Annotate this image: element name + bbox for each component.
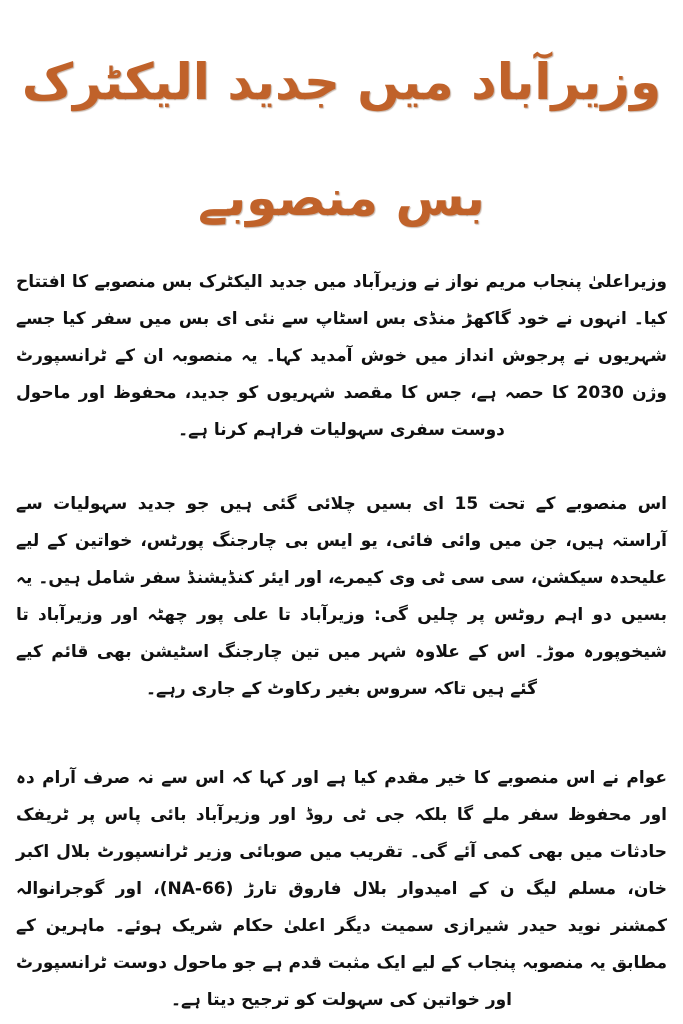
article-title-line-2: بس منصوبے xyxy=(198,169,485,227)
article-title-line-1: وزیرآباد میں جدید الیکٹرک xyxy=(21,53,662,111)
paragraph-public-response: عوام نے اس منصوبے کا خیر مقدم کیا ہے اور کہا کہ اس سے نہ صرف آرام دہ اور محفوظ سفر ملے گا بلکہ جی ٹی روڈ اور وزیرآباد بائی پاس پر ٹریفک حادثات میں بھی کمی آئے گی۔ تقریب میں صوبائی وزیر ٹرانسپورٹ بلال اکبر خان، مسلم لیگ ن کے امیدوار بلال فاروق تارڑ (NA-66)، اور گوجرانوالہ کمشنر نوید حیدر شیرازی سمیت دیگر اعلیٰ حکام شریک ہوئے۔ ماہرین کے مطابق یہ منصوبہ پنجاب کے لیے ایک مثبت قدم ہے جو ماحول دوست ٹرانسپورٹ اور خواتین کی سہولت کو ترجیح دیتا ہے۔ xyxy=(16,768,667,1010)
paragraph-bus-features: اس منصوبے کے تحت 15 ای بسیں چلائی گئی ہیں جو جدید سہولیات سے آراستہ ہیں، جن میں وائی فائی، یو ایس بی چارجنگ پورٹس، خواتین کے لیے علیحدہ سیکشن، سی سی ٹی وی کیمرے، اور ایئر کنڈیشنڈ سفر شامل ہیں۔ یہ بسیں دو اہم روٹس پر چلیں گی: وزیرآباد تا علی پور چھٹہ اور وزیرآباد تا شیخوپورہ موڑ۔ اس کے علاوہ شہر میں تین چارجنگ اسٹیشن بھی قائم کیے گئے ہیں تاکہ سروس بغیر رکاوٹ کے جاری رہے۔ xyxy=(16,494,667,699)
paragraph-inauguration: وزیراعلیٰ پنجاب مریم نواز نے وزیرآباد میں جدید الیکٹرک بس منصوبے کا افتتاح کیا۔ انہوں نے خود گاکھڑ منڈی بس اسٹاپ سے نئی ای بس میں سفر کیا جسے شہریوں نے پرجوش انداز میں خوش آمدید کہا۔ یہ منصوبہ ان کے ٹرانسپورٹ وژن 2030 کا حصہ ہے، جس کا مقصد شہریوں کو جدید، محفوظ اور ماحول دوست سفری سہولیات فراہم کرنا ہے۔ xyxy=(16,272,667,440)
